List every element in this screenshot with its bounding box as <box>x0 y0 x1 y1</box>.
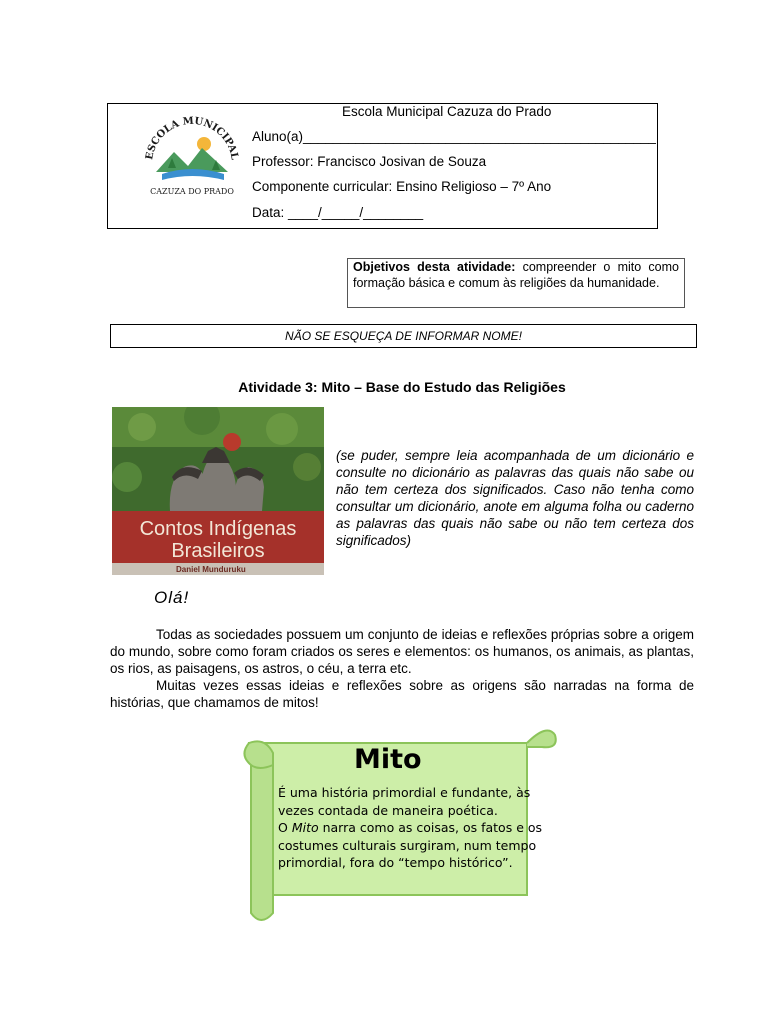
dictionary-note: (se puder, sempre leia acompanhada de um dicionário e consulte no dicionário as palavras das quais não sabe ou não tem certeza dos significados. Caso não tenha como consultar um dicionário, anote em alguma folha ou caderno as palavras das quais não sabe ou não tem certeza dos significados) <box>336 448 694 548</box>
teacher-line: Professor: Francisco Josivan de Souza <box>252 154 487 169</box>
book-cover-image <box>112 407 324 575</box>
book-title-line2: Brasileiros <box>171 540 265 562</box>
paragraph-1: Todas as sociedades possuem um conjunto de ideias e reflexões próprias sobre a origem do mundo, sobre como foram criados os seres e elementos: os humanos, os animais, as plantas, os rios, as paisagens, os astros, o céu, a terra etc. <box>110 627 694 676</box>
mito-line-2: O Mito narra como as coisas, os fatos e os costumes culturais surgiram, num tempo primordial, fora do “tempo histórico”. <box>278 820 543 870</box>
objectives-text: compreender o mito como formação básica e comum às religiões da humanidade. <box>353 260 679 290</box>
objectives-box <box>347 258 685 308</box>
paragraph-2: Muitas vezes essas ideias e reflexões sobre as origens são narradas na forma de histórias, que chamamos de mitos! <box>110 678 694 710</box>
component-line: Componente curricular: Ensino Religioso – 7º Ano <box>252 179 552 194</box>
logo-bottom-text: CAZUZA DO PRADO <box>150 187 234 196</box>
book-title-line1: Contos Indígenas <box>139 518 297 540</box>
book-author: Daniel Munduruku <box>176 565 246 574</box>
greeting: Olá! <box>154 588 190 607</box>
school-name: Escola Municipal Cazuza do Prado <box>342 104 552 119</box>
date-field[interactable]: Data: ____/_____/________ <box>252 205 424 220</box>
mito-title: Mito <box>354 744 422 775</box>
activity-title: Atividade 3: Mito – Base do Estudo das Religiões <box>238 379 566 395</box>
logo-top-text: ESCOLA MUNICIPAL <box>144 115 240 161</box>
school-logo <box>142 112 242 198</box>
student-field[interactable]: Aluno(a)_______________________________________________ <box>252 129 656 144</box>
mito-emphasis: Mito <box>291 820 319 835</box>
mito-line-1: É uma história primordial e fundante, às vezes contada de maneira poética. <box>278 785 531 818</box>
sun-icon <box>197 137 211 151</box>
objectives-label: Objetivos desta atividade: <box>353 260 516 274</box>
reminder-box: NÃO SE ESQUEÇA DE INFORMAR NOME! <box>110 324 697 348</box>
mito-definition <box>278 784 550 872</box>
